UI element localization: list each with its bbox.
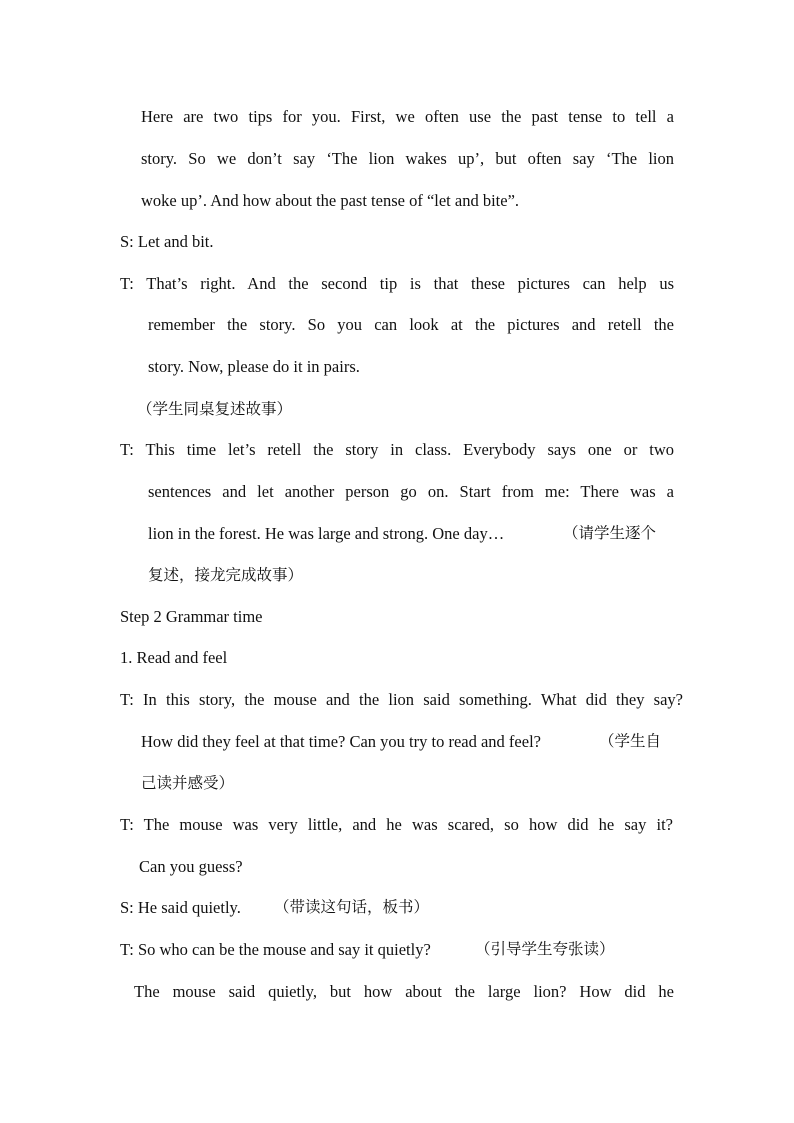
text-line: sentences and let another person go on. Start from me: There was a bbox=[148, 482, 674, 501]
chinese-note: （学生同桌复述故事） bbox=[137, 400, 293, 418]
text-line: lion in the forest. He was large and strong. One day… bbox=[148, 524, 505, 543]
list-item: 1. Read and feel bbox=[120, 648, 228, 667]
text-line: remember the story. So you can look at the pictures and retell the bbox=[148, 315, 674, 334]
chinese-note: 复述，接龙完成故事） bbox=[148, 566, 304, 584]
text-line: T: That’s right. And the second tip is that these pictures can help us bbox=[120, 274, 674, 293]
chinese-note: 己读并感受） bbox=[141, 774, 235, 792]
text-line: story. Now, please do it in pairs. bbox=[148, 357, 360, 376]
chinese-note: （引导学生夸张读） bbox=[475, 940, 615, 958]
text-line: story. So we don’t say ‘The lion wakes up’, but often say ‘The lion bbox=[141, 149, 674, 168]
chinese-note: （学生自 bbox=[599, 732, 662, 750]
chinese-note: （请学生逐个 bbox=[563, 524, 657, 542]
text-line: Can you guess? bbox=[139, 857, 243, 876]
text-line: The mouse said quietly, but how about the large lion? How did he bbox=[134, 982, 674, 1001]
text-line: S: He said quietly. bbox=[120, 898, 241, 917]
chinese-note: （带读这句话，板书） bbox=[274, 898, 430, 916]
text-line: Here are two tips for you. First, we often use the past tense to tell a bbox=[141, 107, 674, 126]
section-heading: Step 2 Grammar time bbox=[120, 607, 263, 626]
text-line: T: This time let’s retell the story in class. Everybody says one or two bbox=[120, 440, 674, 459]
text-line: T: In this story, the mouse and the lion said something. What did they say? bbox=[120, 690, 683, 709]
text-line: How did they feel at that time? Can you try to read and feel? bbox=[141, 732, 541, 751]
text-line: T: So who can be the mouse and say it quietly? bbox=[120, 940, 431, 959]
text-line: S: Let and bit. bbox=[120, 232, 214, 251]
text-line: T: The mouse was very little, and he was scared, so how did he say it? bbox=[120, 815, 673, 834]
text-line: woke up’. And how about the past tense of “let and bite”. bbox=[141, 191, 520, 210]
